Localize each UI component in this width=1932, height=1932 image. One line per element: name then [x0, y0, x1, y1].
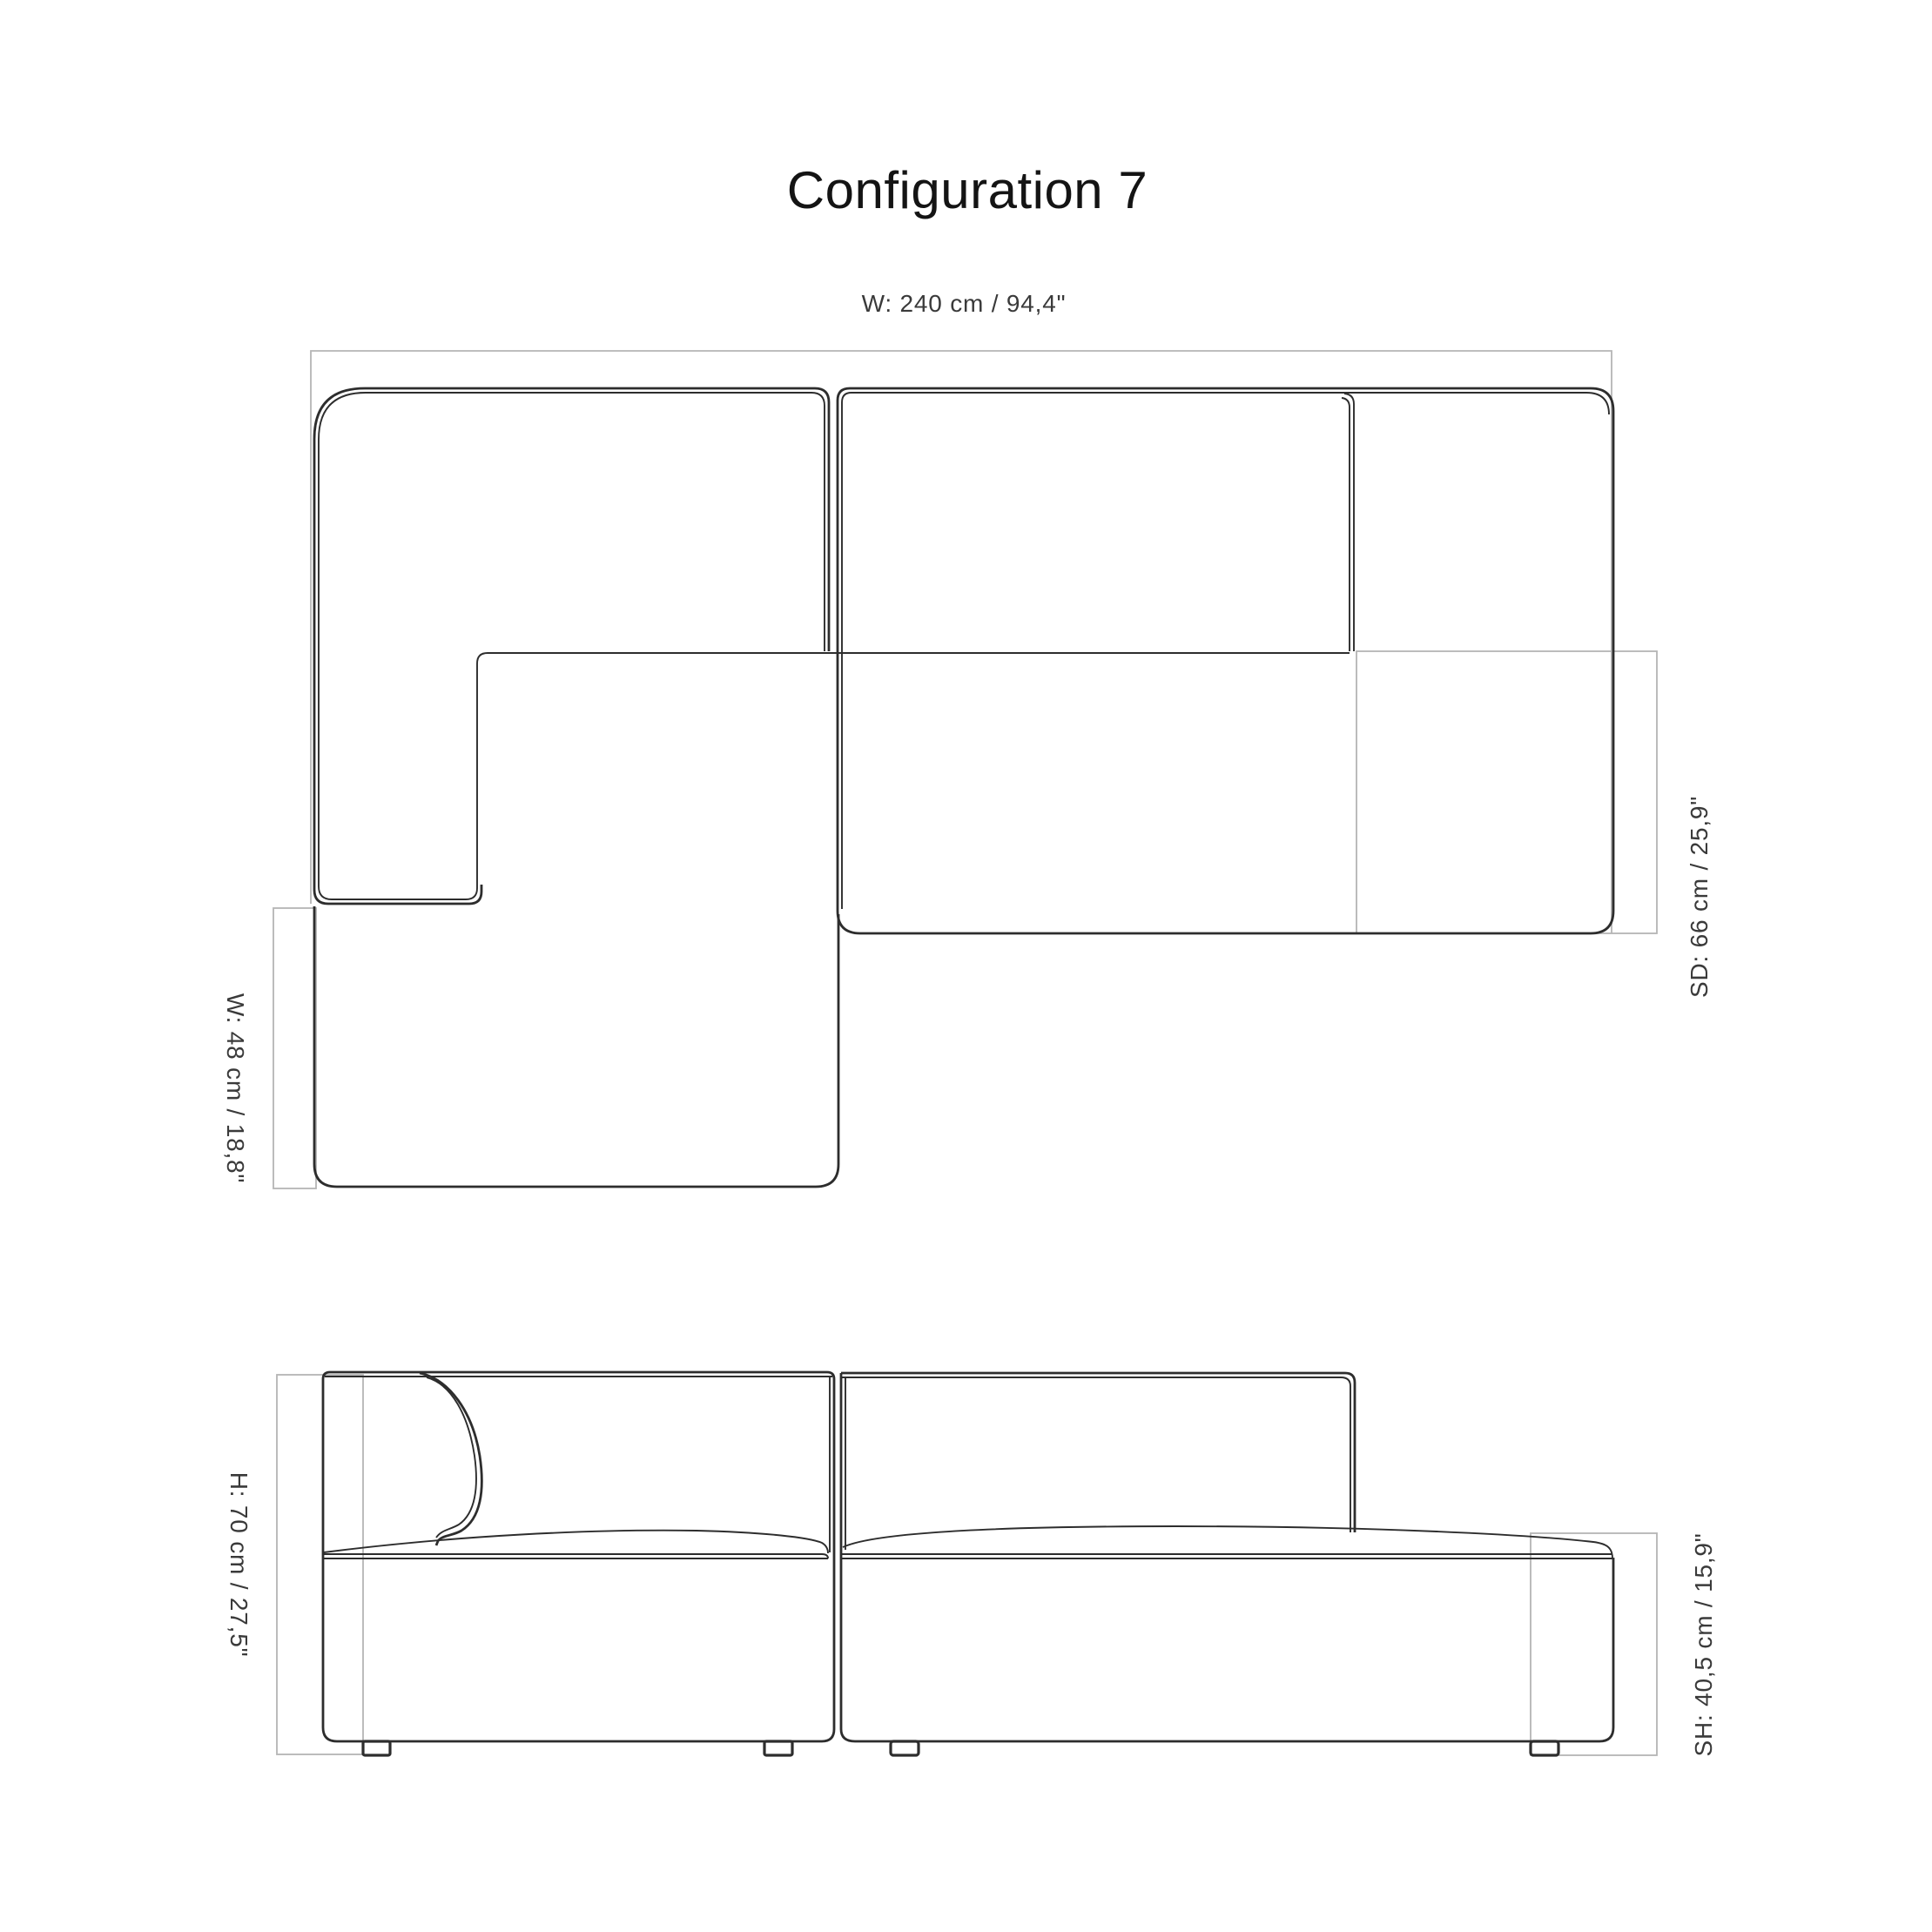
sofa-leg — [1531, 1741, 1558, 1755]
dimension-extent-extension-width — [273, 908, 316, 1188]
open-end-module-front-outline — [841, 1373, 1613, 1741]
backrest-front-inner-line — [841, 1377, 1350, 1532]
sofa-leg — [891, 1741, 919, 1755]
seat-height-label: SH: 40,5 cm / 15,9" — [1690, 1532, 1717, 1757]
corner-module-outer-line — [314, 388, 829, 904]
overall-width-label: W: 240 cm / 94,4" — [861, 290, 1067, 317]
plan-dimension-extents — [273, 351, 1657, 1188]
front-view — [226, 1372, 1717, 1757]
sofa-leg — [363, 1741, 390, 1755]
corner-module-front-outline — [323, 1372, 834, 1741]
armrest-curve-outer — [420, 1373, 481, 1545]
armrest-curve-inner — [427, 1377, 476, 1538]
backrest-front-outer-line — [841, 1373, 1355, 1532]
extension-width-label: W: 48 cm / 18,8" — [222, 993, 249, 1184]
corner-module-inner-line — [319, 393, 825, 899]
seat-depth-label: SD: 66 cm / 25,9" — [1686, 795, 1713, 999]
sofa-legs — [363, 1741, 1558, 1755]
dimension-extent-height — [277, 1375, 363, 1754]
corner-module-outline — [314, 388, 829, 904]
sofa-leg — [764, 1741, 792, 1755]
front-open-end-module — [841, 1373, 1613, 1741]
page-title: Configuration 7 — [786, 161, 1148, 219]
dimension-extent-seat-height — [1531, 1533, 1657, 1755]
backrest-edge-line-inner — [1342, 398, 1350, 651]
front-corner-module — [323, 1372, 834, 1741]
front-dimension-extents — [277, 1375, 1657, 1755]
corner-seat-edge-line — [477, 653, 488, 883]
chaise-module-outline — [314, 906, 838, 1187]
height-label: H: 70 cm / 27,5" — [226, 1471, 252, 1658]
open-end-module-outline — [488, 388, 1613, 933]
open-end-module-outer-line — [838, 388, 1613, 933]
dimension-extent-overall-width — [311, 351, 1612, 933]
seat-cushion-line-left — [324, 1531, 828, 1553]
plan-view — [222, 290, 1713, 1188]
